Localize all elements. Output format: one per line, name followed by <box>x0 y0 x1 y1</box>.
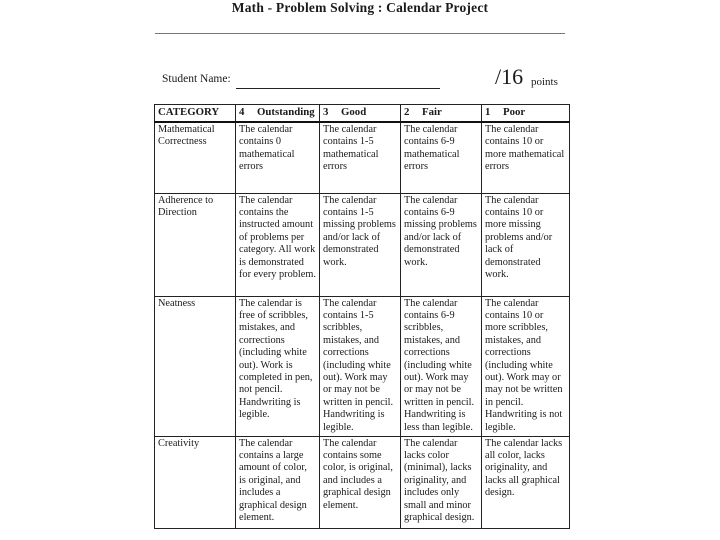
rubric-header-row <box>155 105 570 123</box>
criteria-cell: The calendar contains a large amount of color, is original, and includes a graphical design element. <box>236 436 320 528</box>
level-4-number: 4 <box>239 106 245 118</box>
criteria-cell: The calendar contains 0 mathematical errors <box>236 122 320 193</box>
criteria-cell: The calendar contains 1-5 scribbles, mistakes, and corrections (including white out). Work may or may not be written in pencil. Handwriting is legible. <box>320 296 401 436</box>
level-3-number: 3 <box>323 106 329 118</box>
rubric-table <box>154 104 570 529</box>
header-level-1 <box>482 105 570 123</box>
document-title: Math - Problem Solving : Calendar Project <box>231 0 489 15</box>
category-cell: Creativity <box>155 436 236 528</box>
rubric-row-adherence-to-direction <box>155 193 570 296</box>
header-category: CATEGORY <box>155 105 236 123</box>
header-level-2 <box>401 105 482 123</box>
criteria-cell: The calendar lacks color (minimal), lacks originality, and includes only small and minor graphical design. <box>401 436 482 528</box>
level-4-label: Outstanding <box>257 106 315 118</box>
criteria-cell: The calendar is free of scribbles, mistakes, and corrections (including white out). Work is completed in pen, not pencil. Handwriting is legible. <box>236 296 320 436</box>
level-3-label: Good <box>341 106 367 118</box>
criteria-cell: The calendar contains 1-5 mathematical errors <box>320 122 401 193</box>
category-cell: Adherence to Direction <box>155 193 236 296</box>
criteria-cell: The calendar contains some color, is original, and includes a graphical design element. <box>320 436 401 528</box>
rubric-row-mathematical-correctness <box>155 122 570 193</box>
level-2-number: 2 <box>404 106 410 118</box>
criteria-cell: The calendar contains the instructed amount of problems per category. All work is demonstrated for every problem. <box>236 193 320 296</box>
criteria-cell: The calendar contains 6-9 mathematical errors <box>401 122 482 193</box>
points-label: points <box>531 76 558 88</box>
criteria-cell: The calendar contains 6-9 missing problems and/or lack of demonstrated work. <box>401 193 482 296</box>
rubric-row-neatness <box>155 296 570 436</box>
criteria-cell: The calendar lacks all color, lacks originality, and lacks all graphical design. <box>482 436 570 528</box>
score-total: /16 <box>495 64 524 89</box>
level-1-label: Poor <box>503 106 526 118</box>
criteria-cell: The calendar contains 10 or more scribbles, mistakes, and corrections (including white out). Work may or may not be written in pencil. Handwriting is not legible. <box>482 296 570 436</box>
category-cell: Mathematical Correctness <box>155 122 236 193</box>
student-name-line <box>236 88 440 89</box>
header-level-4 <box>236 105 320 123</box>
criteria-cell: The calendar contains 6-9 scribbles, mistakes, and corrections (including white out). Work may or may not be written in pencil. Handwriting is less than legible. <box>401 296 482 436</box>
student-name-label: Student Name: <box>162 73 231 85</box>
criteria-cell: The calendar contains 10 or more missing problems and/or lack of demonstrated work. <box>482 193 570 296</box>
header-rule <box>155 33 565 34</box>
category-cell: Neatness <box>155 296 236 436</box>
header-level-3 <box>320 105 401 123</box>
rubric-row-creativity <box>155 436 570 528</box>
level-1-number: 1 <box>485 106 491 118</box>
level-2-label: Fair <box>422 106 442 118</box>
criteria-cell: The calendar contains 1-5 missing problems and/or lack of demonstrated work. <box>320 193 401 296</box>
criteria-cell: The calendar contains 10 or more mathematical errors <box>482 122 570 193</box>
